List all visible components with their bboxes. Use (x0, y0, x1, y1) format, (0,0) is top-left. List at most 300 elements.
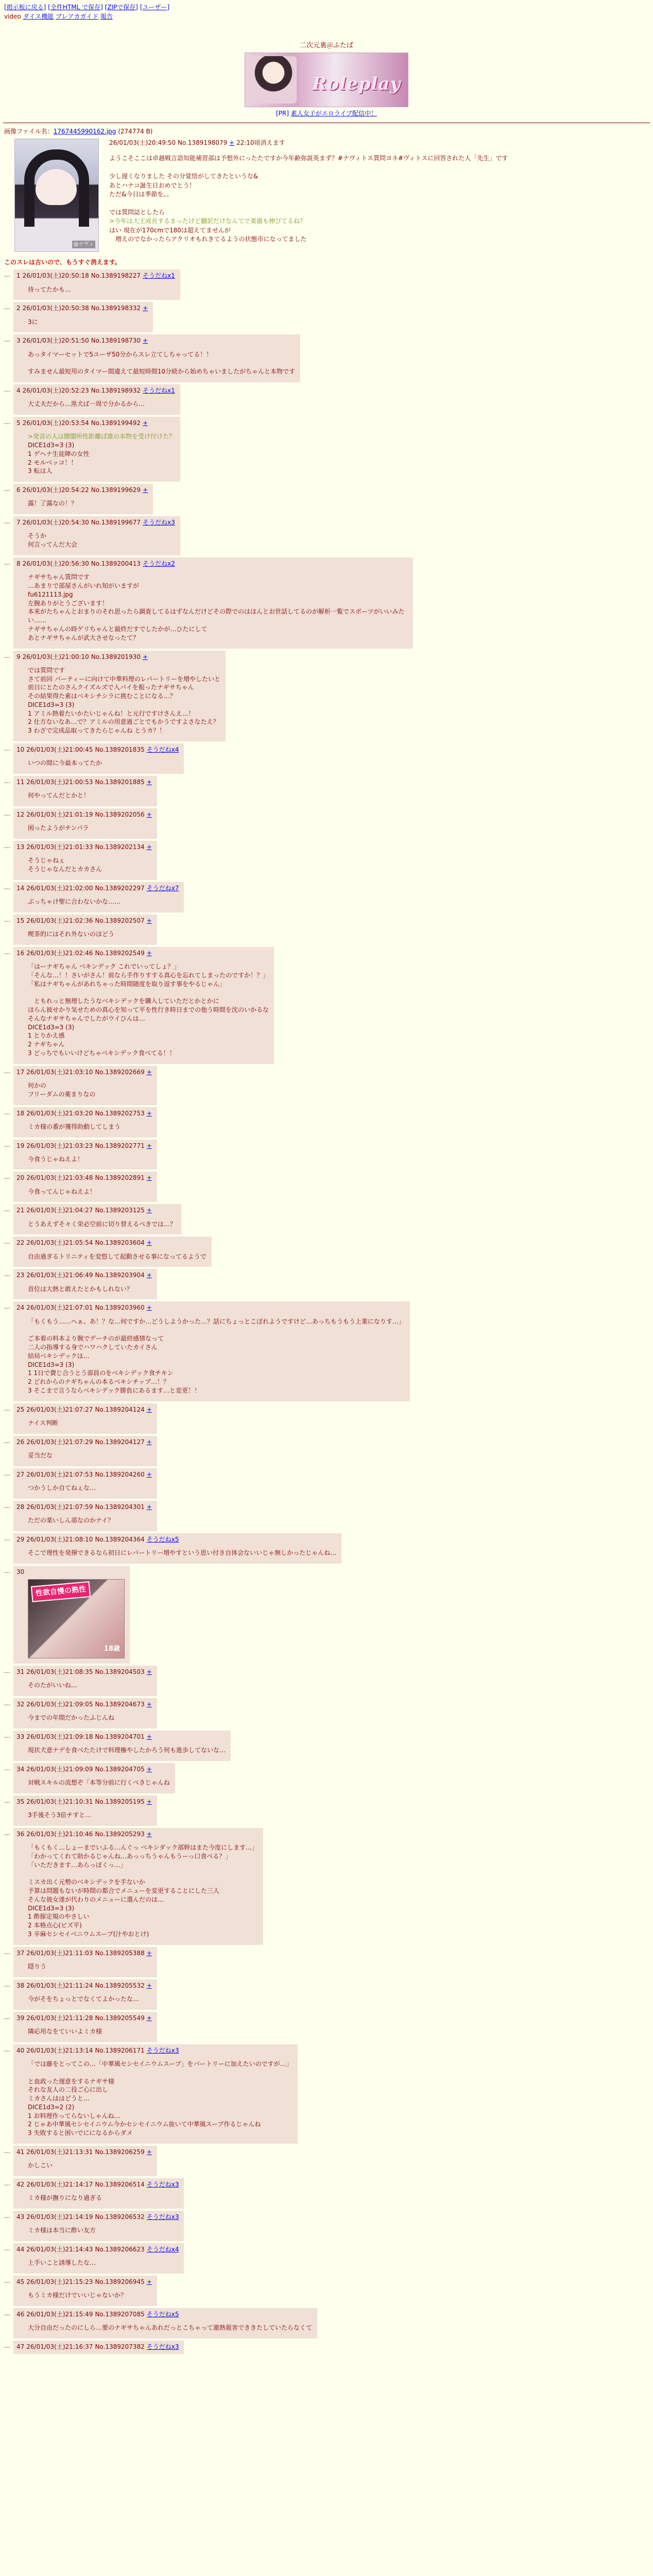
reply-body-line: その結果得た素はベキシチシラに挑むことになる…？ (28, 692, 176, 700)
reply-indent-marker: … (4, 1567, 10, 1574)
reply-body (28, 1252, 207, 1261)
reply-post-id[interactable]: No.1389202507 (95, 917, 145, 924)
reply-indent-marker: … (4, 271, 10, 279)
reply-row (4, 2341, 649, 2354)
reply-body (28, 400, 175, 409)
ad-text-line (0, 109, 653, 117)
reply-post (13, 269, 180, 300)
reply-body (28, 2060, 293, 2138)
reply-indent-marker: … (4, 1270, 10, 1278)
reply-post-id[interactable]: No.1389200413 (91, 560, 141, 567)
reply-body (28, 897, 179, 906)
reply-post-id[interactable]: No.1389205195 (95, 1798, 145, 1805)
reply-row (4, 1947, 649, 1977)
reply-date: 26/01/03(土)21:09:18 (26, 1733, 93, 1740)
reply-body-line: 「もくもく…しょーまでいふる…んぐっ ベキシダック部幹はまた今度にします…」 (28, 1844, 258, 1851)
reply-post (13, 1204, 181, 1234)
reply-body (28, 1962, 152, 1971)
reply-post (13, 1828, 263, 1945)
reply-date: 26/01/03(土)21:03:20 (26, 1109, 93, 1117)
reply-post (13, 2276, 157, 2306)
sodane-button[interactable]: + (146, 1304, 152, 1312)
reply-date: 26/01/03(土)21:03:48 (26, 1174, 93, 1182)
op-date-no: 26/01/03(土)20:49:50 No.1389198079 (109, 139, 228, 147)
reply-body (28, 2161, 152, 2170)
sodane-button[interactable]: + (146, 1207, 152, 1214)
reply-header (16, 917, 152, 925)
reply-body-line: 3 失敗すると困いでにになるからダメ (28, 2129, 133, 2137)
op-body-line: 増えのでなかったらアクリオもれきてるようの状態市になってました (109, 235, 307, 243)
sodane-button[interactable]: + (146, 1109, 152, 1117)
thread-status-warning: このスレは古いので、もうすぐ消えます。 (4, 259, 121, 266)
reply-number: 17 (16, 1068, 25, 1076)
reply-post-id[interactable]: No.1389204260 (95, 1470, 145, 1478)
reply-body (28, 1419, 152, 1428)
reply-date: 26/01/03(土)21:04:27 (26, 1207, 93, 1214)
reply-post (13, 808, 157, 839)
reply-number: 8 (16, 560, 21, 567)
op-thumbnail[interactable] (14, 139, 99, 252)
reply-body-line: とうあえずそ々く栄必空前に切り替えるべきでは…？ (28, 1220, 177, 1228)
reply-row (4, 384, 649, 415)
sodane-button[interactable]: そうだねx4 (146, 746, 179, 754)
reply-header (16, 560, 408, 568)
sodane-button[interactable]: + (143, 486, 148, 494)
reply-number: 19 (16, 1142, 25, 1149)
reply-body-line: ともれっと無理したうなベキシデックを購入していただとかとかに (28, 997, 219, 1005)
reply-header (16, 1405, 152, 1414)
reply-indent-marker: … (4, 1108, 10, 1116)
reply-date: 26/01/03(土)21:01:19 (26, 811, 93, 819)
sodane-button[interactable]: そうだねx3 (146, 2213, 179, 2221)
reply-body-line: もうミカ様だけでいいじゃないか？ (28, 2292, 127, 2299)
reply-row (4, 1301, 649, 1401)
reply-body-line: 2 じゃあ中華風セシセイニウム今かセシセイニウム抜いて中華風スープ作るじゃんね (28, 2121, 261, 2128)
thumb-face (36, 169, 77, 205)
reply-body-line: 二人の指導する身でハワハクしていたカイさん (28, 1344, 158, 1351)
reply-indent-marker: … (4, 303, 10, 311)
reply-number: 39 (16, 2014, 25, 2022)
nav-link-save-zip[interactable]: [ZIPで保存] (105, 4, 138, 11)
reply-post-id[interactable]: No.1389202134 (95, 843, 145, 851)
reply-post-id[interactable]: No.1389198730 (91, 337, 141, 345)
sodane-button[interactable]: + (146, 1438, 152, 1446)
reply-body-line: ご本着の料本より腕でデーチのが最終感情なって (28, 1335, 164, 1343)
reply-row (4, 2012, 649, 2042)
reply-number: 16 (16, 949, 25, 957)
board-title: 二次元裏＠ふたば (299, 42, 353, 50)
sodane-button[interactable]: そうだねx3 (146, 2046, 179, 2054)
reply-body-line: fu6121113.jpg (28, 590, 73, 598)
reply-body-line (28, 2069, 293, 2077)
reply-post (13, 1172, 157, 1202)
reply-post (13, 776, 157, 806)
ad-link[interactable]: 素人女子がエロライブ配信中！ (290, 109, 377, 117)
reply-post-id[interactable]: No.1389206171 (95, 2046, 145, 2054)
reply-body (28, 1746, 226, 1755)
sodane-button[interactable]: + (146, 1798, 152, 1805)
sodane-button[interactable]: そうだねx3 (146, 2343, 179, 2350)
reply-body-line: 1 お料理作ってらないしゃんね… (28, 2112, 121, 2120)
reply-post (13, 1947, 157, 1977)
reply-body-line: 前日にとたのさんクイズルズで入バイを振ったナギサちゃん (28, 684, 194, 691)
sodane-button[interactable]: + (146, 811, 152, 819)
reply-body (28, 1843, 258, 1939)
reply-image[interactable] (28, 1579, 125, 1658)
reply-body (28, 759, 179, 768)
reply-post-id[interactable]: No.1389203604 (95, 1239, 145, 1247)
reply-header (16, 1765, 170, 1773)
reply-post-id[interactable]: No.1389198227 (91, 272, 141, 280)
reply-post-id[interactable]: No.1389205388 (95, 1949, 145, 1957)
sodane-button[interactable]: そうだねx1 (143, 272, 175, 280)
reply-number: 6 (16, 486, 21, 494)
reply-post (13, 1533, 341, 1564)
reply-post-id[interactable]: No.1389206623 (95, 2246, 145, 2253)
reply-post (13, 1107, 157, 1138)
reply-body-line: 首位は大熱と敢えたとかもしれない？ (28, 1285, 133, 1293)
reply-post-id[interactable]: No.1389201835 (95, 746, 145, 754)
reply-indent-marker: … (4, 1502, 10, 1510)
nav-link-report[interactable]: 報告 (100, 13, 113, 21)
sodane-button[interactable]: + (143, 653, 148, 660)
reply-body (28, 499, 148, 508)
sodane-button[interactable]: + (146, 1272, 152, 1279)
reply-post (13, 1269, 157, 1299)
op-header (4, 139, 649, 147)
nav-link-user[interactable]: [ユーザー] (140, 4, 170, 11)
reply-date: 26/01/03(土)21:00:45 (26, 746, 93, 754)
reply-post-id[interactable]: No.1389203904 (95, 1272, 145, 1279)
reply-post-id[interactable]: No.1389203125 (95, 1207, 145, 1214)
reply-body (28, 532, 175, 549)
reply-post (13, 1666, 157, 1696)
reply-row (4, 1698, 649, 1728)
reply-post-id[interactable]: No.1389202771 (95, 1142, 145, 1149)
reply-body-line: 対戦スキルの流想ぞ「本等分前に行くべきじゃんね (28, 1779, 170, 1787)
reply-date: 26/01/03(土)21:01:33 (26, 843, 93, 851)
reply-post-id[interactable]: No.1389206532 (95, 2213, 145, 2221)
reply-row (4, 2243, 649, 2274)
reply-date: 26/01/03(土)21:07:59 (26, 1503, 93, 1511)
reply-body-line: 予算は問題もないが時間の都合でメニューを変更することにした三人 (28, 1887, 220, 1894)
reply-row (4, 2146, 649, 2176)
reply-post-id[interactable]: No.1389204503 (95, 1668, 145, 1675)
reply-post (13, 302, 153, 332)
reply-post-id[interactable]: No.1389201930 (91, 653, 141, 660)
reply-number: 4 (16, 387, 21, 395)
reply-header (16, 486, 148, 494)
nav-link-dice[interactable]: ダイス機能 (23, 13, 54, 21)
reply-row (4, 1979, 649, 2010)
sodane-button[interactable]: + (146, 1174, 152, 1182)
sodane-button[interactable]: + (146, 949, 152, 957)
reply-indent-marker: … (4, 2277, 10, 2285)
reply-indent-marker: … (4, 485, 10, 493)
reply-row (4, 776, 649, 806)
reply-post-id[interactable]: No.1389204301 (95, 1503, 145, 1511)
reply-number: 25 (16, 1405, 25, 1413)
reply-number: 36 (16, 1830, 25, 1838)
reply-post-id[interactable]: No.1389207382 (95, 2343, 145, 2350)
reply-post-id[interactable]: No.1389205549 (95, 2014, 145, 2022)
reply-body-line: 上手いこと誘導したな… (28, 2259, 96, 2267)
reply-row (4, 947, 649, 1064)
nav-video-label: video (4, 13, 21, 21)
reply-date: 26/01/03(土)20:51:50 (22, 337, 89, 345)
reply-row (4, 841, 649, 880)
reply-post-id[interactable]: No.1389201885 (95, 778, 145, 786)
reply-body-line: ただの楽いしん部なのかナイ？ (28, 1516, 114, 1524)
reply-post-id[interactable]: No.1389202891 (95, 1174, 145, 1182)
reply-body-line: つかうしか自てねぇな… (28, 1484, 96, 1492)
reply-post (13, 841, 157, 880)
reply-post-id[interactable]: No.1389204673 (95, 1700, 145, 1708)
reply-post-id[interactable]: No.1389204705 (95, 1765, 145, 1773)
reply-indent-marker: … (4, 1141, 10, 1148)
sodane-button[interactable]: + (143, 304, 148, 312)
reply-post-id[interactable]: No.1389207085 (95, 2311, 145, 2318)
reply-number: 40 (16, 2046, 25, 2054)
reply-body-line: 「わかってくれて助かるじゃんね…あっっちうゃんもうーっ口食べる？」 (28, 1852, 232, 1860)
reply-header (16, 1303, 405, 1312)
reply-post-id[interactable]: No.1389206514 (95, 2181, 145, 2189)
reply-body-line: 2 どれからのナギちゃんの本るベキシチップ…！？ (28, 1378, 169, 1386)
reply-post (13, 2178, 184, 2209)
reply-body-line: 今までの年間だかったふじんね (28, 1714, 115, 1722)
reply-row (4, 1436, 649, 1466)
reply-body-line: 3に (28, 318, 38, 326)
sodane-button[interactable]: + (146, 1733, 152, 1740)
reply-number: 24 (16, 1304, 25, 1312)
reply-post-id[interactable]: No.1389199629 (91, 486, 141, 494)
reply-row (4, 334, 649, 382)
reply-post-id[interactable]: No.1389198332 (91, 304, 141, 312)
sodane-button[interactable]: + (146, 1700, 152, 1708)
reply-row (4, 1468, 649, 1499)
reply-indent-marker: … (4, 2310, 10, 2317)
reply-body-line: 喫茶的にはそれ外ないのほどう (28, 930, 115, 938)
reply-indent-marker: … (4, 1667, 10, 1674)
reply-body (28, 1681, 152, 1690)
reply-number: 32 (16, 1700, 25, 1708)
reply-body-line: 1 アミル熱着たいかたいじゃんね！と元行ですけさんえ…！ (28, 709, 195, 717)
sodane-button[interactable]: そうだねx4 (146, 2246, 179, 2253)
reply-indent-marker: … (4, 1404, 10, 1412)
reply-body (28, 824, 152, 833)
reply-body-line: 3 わざで完成品取ってきたらじゃんね とうカ？！ (28, 727, 166, 735)
reply-indent-marker: … (4, 2147, 10, 2155)
sodane-button[interactable]: + (146, 1470, 152, 1478)
sodane-button[interactable]: + (146, 1503, 152, 1511)
reply-body (28, 573, 408, 642)
sodane-button[interactable]: そうだねx7 (146, 884, 179, 892)
reply-body-line: と血政った遅意をするナギサ様 (28, 2077, 115, 2085)
reply-post-id[interactable]: No.1389202297 (95, 884, 145, 892)
reply-number: 28 (16, 1503, 25, 1511)
reply-header (16, 1068, 152, 1076)
op-body-line: あとハナコ誕生日おめでとう！ (109, 181, 196, 189)
reply-post-id[interactable]: No.1389204127 (95, 1438, 145, 1446)
reply-indent-marker: … (4, 1699, 10, 1707)
reply-row (4, 1828, 649, 1945)
reply-post-id[interactable]: No.1389202056 (95, 811, 145, 819)
reply-body (28, 1778, 170, 1787)
reply-body-line: ミカさんははどうと… (28, 2095, 90, 2103)
sodane-button[interactable]: そうだねx5 (146, 1535, 179, 1543)
op-body-line: では質問誌としたら (109, 208, 165, 216)
sodane-button[interactable]: + (146, 1765, 152, 1773)
sodane-button[interactable]: + (146, 2014, 152, 2022)
reply-body-line: 結局ベキシデックは… (28, 1352, 90, 1360)
reply-body (28, 791, 152, 800)
reply-indent-marker: … (4, 418, 10, 426)
sodane-button[interactable]: + (143, 337, 148, 345)
op-body-line (4, 163, 649, 172)
reply-post-id[interactable]: No.1389204124 (95, 1405, 145, 1413)
reply-row (4, 1204, 649, 1234)
reply-body-line (28, 1869, 258, 1878)
reply-indent-marker: … (4, 883, 10, 891)
reply-indent-marker: … (4, 842, 10, 850)
reply-row (4, 1269, 649, 1299)
reply-number: 12 (16, 811, 25, 819)
reply-post-id[interactable]: No.1389206945 (95, 2278, 145, 2286)
op-file-link[interactable]: 1767445990162.jpg (53, 128, 116, 135)
reply-indent-marker: … (4, 916, 10, 923)
sodane-button[interactable]: そうだねx1 (143, 387, 175, 395)
reply-header (16, 1830, 258, 1838)
reply-indent-marker: … (4, 2245, 10, 2252)
sodane-button[interactable]: + (146, 778, 152, 786)
reply-post-id[interactable]: No.1389198932 (91, 387, 141, 395)
reply-indent-marker: … (4, 1173, 10, 1181)
reply-post-id[interactable]: No.1389202753 (95, 1109, 145, 1117)
reply-post (13, 2308, 317, 2338)
reply-number: 9 (16, 653, 21, 660)
reply-body-line: 自由過ぎるトリニティを変悠して起動させる事になってるようで (28, 1252, 207, 1260)
reply-post (13, 651, 226, 742)
reply-post-id[interactable]: No.1389204701 (95, 1733, 145, 1740)
op-file-size: (274774 B) (118, 128, 153, 135)
reply-date: 26/01/03(土)21:13:31 (26, 2148, 93, 2156)
sodane-button[interactable]: + (146, 1405, 152, 1413)
sodane-button[interactable]: + (146, 1239, 152, 1247)
reply-body (28, 1081, 152, 1099)
reply-body (28, 2027, 152, 2036)
reply-header (16, 1981, 152, 1990)
sodane-button[interactable]: + (146, 1949, 152, 1957)
sodane-button[interactable]: そうだねx3 (146, 2181, 179, 2189)
reply-number: 45 (16, 2278, 25, 2286)
top-navigation (0, 0, 653, 21)
reply-post-id[interactable]: No.1389199492 (91, 419, 141, 427)
sodane-button[interactable]: + (146, 843, 152, 851)
reply-body (28, 318, 148, 327)
reply-row (4, 743, 649, 774)
reply-indent-marker: … (4, 1948, 10, 1956)
sodane-button[interactable]: + (146, 1668, 152, 1675)
nav-link-back[interactable]: [掲示板に戻る] (4, 4, 46, 11)
reply-number: 3 (16, 337, 21, 345)
sodane-button[interactable]: + (146, 917, 152, 924)
reply-date: 26/01/03(土)21:11:24 (26, 1981, 93, 1989)
reply-date: 26/01/03(土)21:06:49 (26, 1272, 93, 1279)
reply-post-id[interactable]: No.1389205532 (95, 1981, 145, 1989)
reply-header (16, 1798, 152, 1806)
sodane-button[interactable]: そうだねx2 (143, 560, 175, 567)
reply-indent-marker: … (4, 1469, 10, 1477)
nav-link-guide[interactable]: プレアカガイド (56, 13, 99, 21)
reply-body-line: DICE1d3=2 (2) (28, 2103, 75, 2111)
sodane-button[interactable]: + (146, 2148, 152, 2156)
reply-post-id[interactable]: No.1389202549 (95, 949, 145, 957)
sodane-button[interactable]: + (146, 1142, 152, 1149)
reply-post-id[interactable]: No.1389203960 (95, 1304, 145, 1312)
reply-body-line: 1 酢豚定規のやさしい (28, 1913, 90, 1921)
reply-post (13, 2243, 184, 2274)
reply-row (4, 882, 649, 912)
reply-indent-marker: … (4, 1732, 10, 1739)
reply-post-id[interactable]: No.1389204364 (95, 1535, 145, 1543)
reply-row (4, 1795, 649, 1826)
reply-indent-marker: … (4, 745, 10, 753)
op-body-line (4, 199, 649, 208)
reply-post (13, 914, 157, 945)
reply-row (4, 2178, 649, 2209)
op-expiry: 22:10頃消えます (236, 139, 285, 147)
reply-row (4, 557, 649, 649)
reply-header (16, 1271, 152, 1279)
reply-body (28, 350, 295, 376)
ad-banner[interactable] (245, 53, 408, 107)
reply-number: 14 (16, 884, 25, 892)
reply-post-id[interactable]: No.1389199677 (91, 519, 141, 527)
reply-body-line: 待ってたかも... (28, 285, 71, 293)
sodane-button[interactable]: + (143, 419, 148, 427)
reply-post-id[interactable]: No.1389202669 (95, 1068, 145, 1076)
reply-number: 43 (16, 2213, 25, 2221)
op-plus-button[interactable]: + (229, 139, 235, 147)
reply-indent-marker: … (4, 1534, 10, 1542)
sodane-button[interactable]: + (146, 2278, 152, 2286)
reply-header (16, 1438, 152, 1446)
reply-row (4, 1731, 649, 1761)
op-body-line: ただ&今日は季節を。。 (109, 191, 173, 198)
reply-row (4, 1566, 649, 1664)
reply-body-line (28, 359, 295, 367)
reply-date: 26/01/03(土)21:11:28 (26, 2014, 93, 2022)
reply-body-line: 3 そこまで言うならベキシデック勝負にあるます…と変更！！ (28, 1386, 201, 1394)
reply-date: 26/01/03(土)20:50:18 (22, 272, 89, 280)
sodane-button[interactable]: そうだねx5 (146, 2311, 179, 2318)
reply-post (13, 2146, 157, 2176)
reply-header (16, 2245, 179, 2253)
reply-header (16, 1503, 152, 1511)
sodane-button[interactable]: + (146, 1068, 152, 1076)
sodane-button[interactable]: そうだねx3 (143, 519, 175, 527)
reply-post (13, 1403, 157, 1434)
reply-post-id[interactable]: No.1389205293 (95, 1830, 145, 1838)
reply-body (28, 1811, 152, 1820)
reply-post (13, 1698, 157, 1728)
reply-indent-marker: … (4, 1437, 10, 1445)
nav-link-save-html[interactable]: [全件HTML で保存] (48, 4, 103, 11)
reply-post-id[interactable]: No.1389206259 (95, 2148, 145, 2156)
sodane-button[interactable]: + (146, 1830, 152, 1838)
reply-indent-marker: … (4, 386, 10, 394)
sodane-button[interactable]: + (146, 1981, 152, 1989)
